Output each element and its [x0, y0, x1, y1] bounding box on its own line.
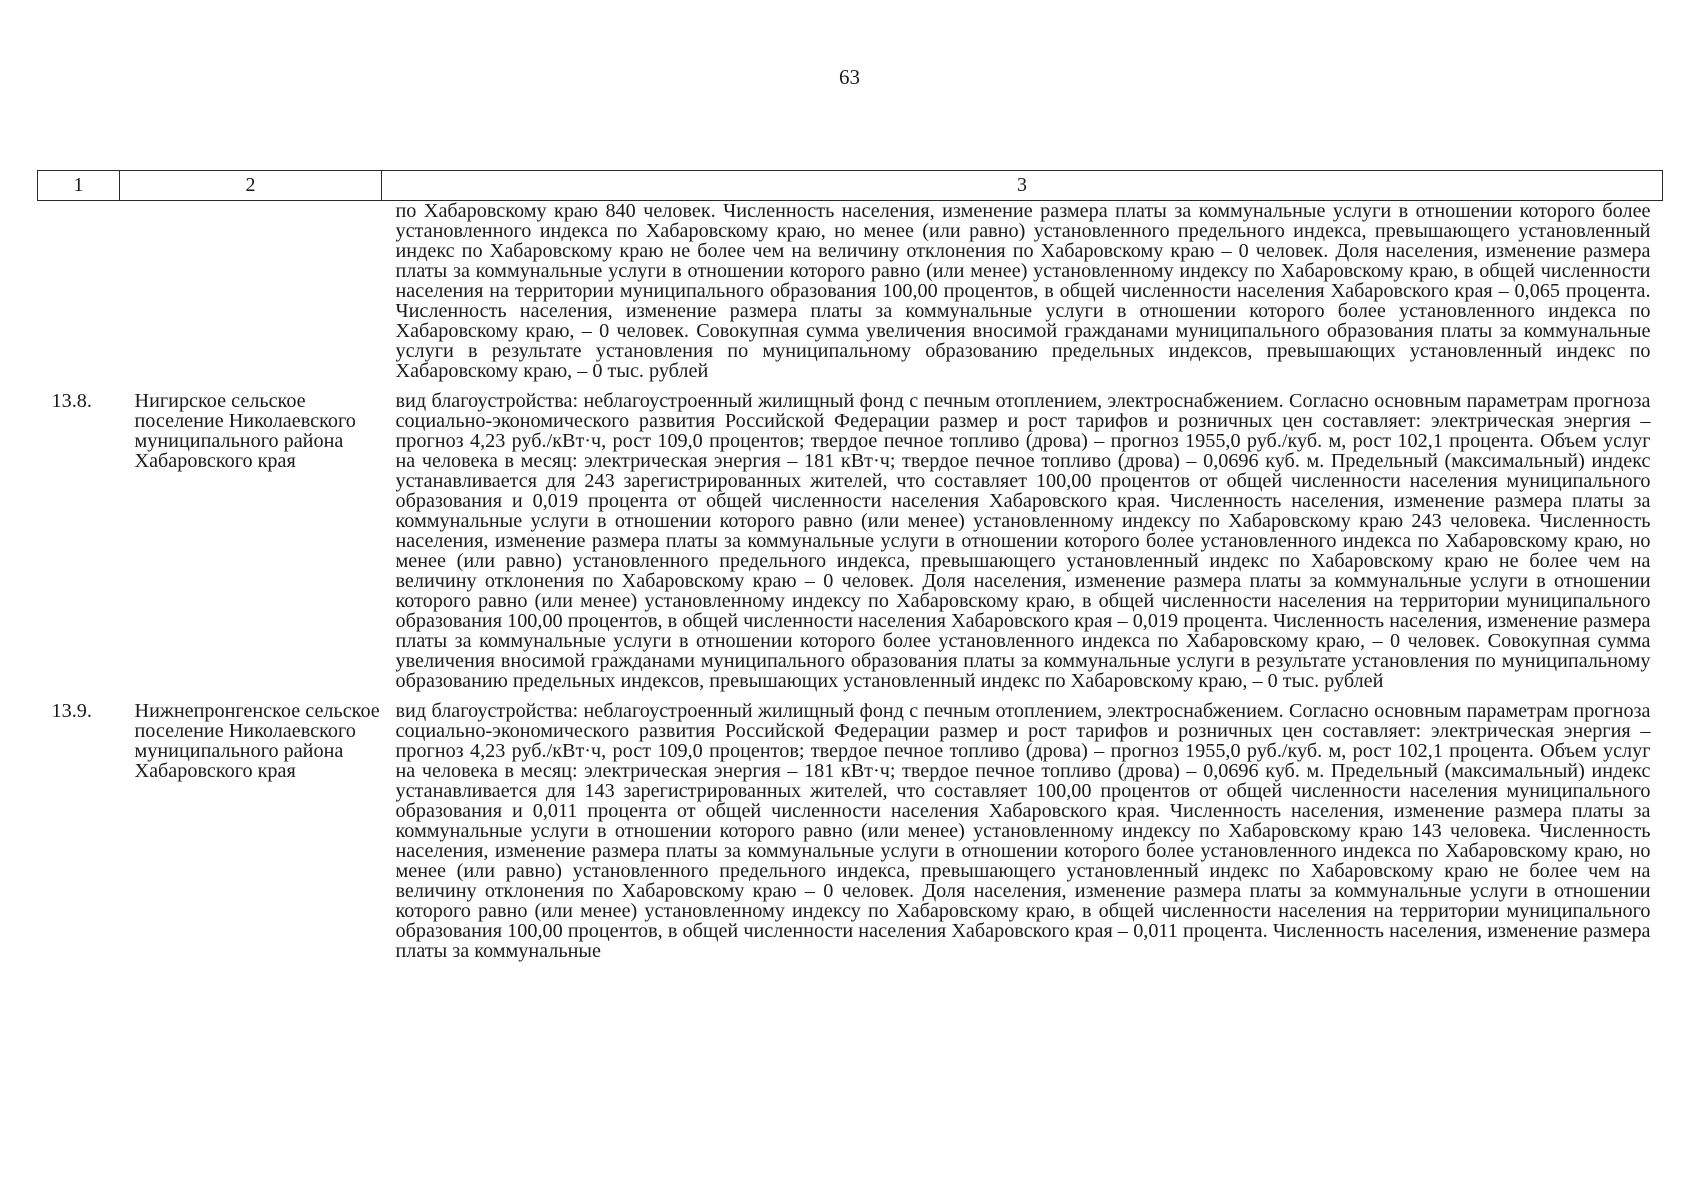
row-number: 13.8.	[51, 390, 92, 412]
table-row	[38, 381, 1663, 691]
header-col-2: 2	[120, 171, 382, 201]
row-text: по Хабаровскому краю 840 человек. Численность населения, изменение размера платы за коммунальные услуги в отношении которого более установленного индекса по Хабаровскому краю, но менее (или равно) установленного предельного индекса, превышающего установленный индекс по Хабаровскому краю не более чем на величину отклонения по Хабаровскому краю – 0 человек. Доля населения, изменение размера платы за коммунальные услуги в отношении которого равно (или менее) установленному индексу по Хабаровскому краю, в общей численности населения на территории муниципального образования 100,00 процентов, в общей численности населения Хабаровского края – 0,065 процента. Численность населения, изменение размера платы за коммунальные услуги в отношении которого более установленного индекса по Хабаровскому краю, – 0 человек. Совокупная сумма увеличения вносимой гражданами муниципального образования платы за коммунальные услуги в результате установления по муниципальному образованию предельных индексов, превышающих установленный индекс по Хабаровскому краю, – 0 тыс. рублей	[395, 200, 1651, 382]
row-name	[120, 201, 382, 382]
document-table	[37, 170, 1663, 961]
table-body	[38, 201, 1663, 962]
row-text: вид благоустройства: неблагоустроенный жилищный фонд с печным отоплением, электроснабжением. Согласно основным параметрам прогноза социально-экономического развития Российской Федерации размер и рост тарифов и розничных цен составляет: электрическая энергия – прогноз 4,23 руб./кВт·ч, рост 109,0 процентов; твердое печное топливо (дрова) – прогноз 1955,0 руб./куб. м, рост 102,1 процента. Объем услуг на человека в месяц: электрическая энергия – 181 кВт·ч; твердое печное топливо (дрова) – 0,0696 куб. м. Предельный (максимальный) индекс устанавливается для 243 зарегистрированных жителей, что составляет 100,00 процентов от общей численности населения муниципального образования и 0,019 процента от общей численности населения Хабаровского края. Численность населения, изменение размера платы за коммунальные услуги в отношении которого равно (или менее) установленному индексу по Хабаровскому краю 243 человека. Численность населения, изменение размера платы за коммунальные услуги в отношении которого более установленного индекса по Хабаровскому краю, но менее (или равно) установленного предельного индекса, превышающего установленный индекс по Хабаровскому краю не более чем на величину отклонения по Хабаровскому краю – 0 человек. Доля населения, изменение размера платы за коммунальные услуги в отношении которого равно (или менее) установленному индексу по Хабаровскому краю, в общей численности населения на территории муниципального образования 100,00 процентов, в общей численности населения Хабаровского края – 0,019 процента. Численность населения, изменение размера платы за коммунальные услуги в отношении которого более установленного индекса по Хабаровскому краю, – 0 человек. Совокупная сумма увеличения вносимой гражданами муниципального образования платы за коммунальные услуги в результате установления по муниципальному образованию предельных индексов, превышающих установленный индекс по Хабаровскому краю, – 0 тыс. рублей	[395, 390, 1651, 692]
row-number	[38, 201, 120, 382]
row-name: Нижнепронгенское сельское поселение Николаевского муниципального района Хабаровского края	[134, 700, 380, 782]
page-number: 63	[839, 65, 860, 89]
header-row	[38, 171, 1663, 201]
header-col-1: 1	[38, 171, 120, 201]
table-header	[38, 171, 1663, 201]
table-row	[38, 691, 1663, 961]
header-col-3: 3	[382, 171, 1663, 201]
table-row-continuation	[38, 201, 1663, 382]
row-name: Нигирское сельское поселение Николаевского муниципального района Хабаровского края	[134, 390, 356, 472]
row-text: вид благоустройства: неблагоустроенный жилищный фонд с печным отоплением, электроснабжением. Согласно основным параметрам прогноза социально-экономического развития Российской Федерации размер и рост тарифов и розничных цен составляет: электрическая энергия – прогноз 4,23 руб./кВт·ч, рост 109,0 процентов; твердое печное топливо (дрова) – прогноз 1955,0 руб./куб. м, рост 102,1 процента. Объем услуг на человека в месяц: электрическая энергия – 181 кВт·ч; твердое печное топливо (дрова) – 0,0696 куб. м. Предельный (максимальный) индекс устанавливается для 143 зарегистрированных жителей, что составляет 100,00 процентов от общей численности населения муниципального образования и 0,011 процента от общей численности населения Хабаровского края. Численность населения, изменение размера платы за коммунальные услуги в отношении которого равно (или менее) установленному индексу по Хабаровскому краю 143 человека. Численность населения, изменение размера платы за коммунальные услуги в отношении которого более установленного индекса по Хабаровскому краю, но менее (или равно) установленного предельного индекса, превышающего установленный индекс по Хабаровскому краю не более чем на величину отклонения по Хабаровскому краю – 0 человек. Доля населения, изменение размера платы за коммунальные услуги в отношении которого равно (или менее) установленному индексу по Хабаровскому краю, в общей численности населения на территории муниципального образования 100,00 процентов, в общей численности населения Хабаровского края – 0,011 процента. Численность населения, изменение размера платы за коммунальные	[395, 700, 1651, 962]
row-number: 13.9.	[51, 700, 92, 722]
